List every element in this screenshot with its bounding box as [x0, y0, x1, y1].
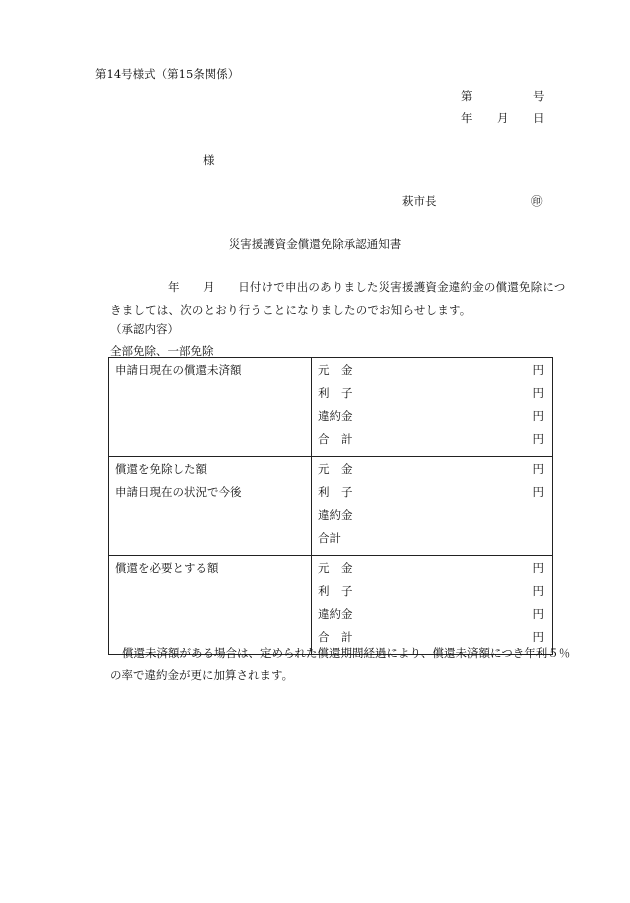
date-day: 日: [533, 111, 545, 125]
approval-heading: （承認内容）: [110, 322, 179, 336]
amount-row: [318, 387, 544, 410]
approval-table: [108, 357, 553, 655]
amount-name: 合計: [318, 531, 341, 545]
issuer: 萩市長: [402, 194, 437, 208]
section-items-cell: [312, 556, 553, 655]
section-label-cell: [109, 358, 312, 457]
yen-unit: 円: [532, 363, 544, 377]
document-number-suffix: 号: [533, 89, 545, 103]
amount-name: 元 金: [318, 561, 353, 575]
section-items-cell: [312, 358, 553, 457]
section-label: 償還を免除した額: [115, 462, 207, 476]
amount-name: 利 子: [318, 584, 353, 598]
late-fee-note: 償還未済額がある場合は、定められた償還期間経過により、償還未済額につき年利５％の率で違約金が更に加算されます。: [110, 646, 571, 682]
section-label: 償還を必要とする額: [115, 561, 219, 575]
amount-row: [318, 585, 544, 608]
yen-unit: 円: [532, 607, 544, 621]
amount-name: 元 金: [318, 462, 353, 476]
document-title: 災害援護資金償還免除承認通知書: [228, 237, 402, 251]
yen-unit: 円: [532, 409, 544, 423]
document-number-label: 第: [461, 89, 473, 103]
amount-row: [318, 608, 544, 631]
yen-unit: 円: [532, 432, 544, 446]
amount-row: [318, 532, 544, 555]
yen-unit: 円: [532, 485, 544, 499]
yen-unit: 円: [532, 584, 544, 598]
amount-name: 違約金: [318, 607, 353, 621]
form-number: 第14号様式（第15条関係）: [95, 67, 240, 81]
amount-row: [318, 486, 544, 509]
yen-unit: 円: [532, 386, 544, 400]
exemption-scope: 全部免除、一部免除: [110, 344, 214, 358]
table-row: [109, 358, 553, 457]
seal-mark: ㊞: [531, 194, 543, 208]
amount-name: 元 金: [318, 363, 353, 377]
amount-name: 違約金: [318, 508, 353, 522]
section-label-cell: [109, 457, 312, 556]
amount-row: [318, 509, 544, 532]
table-row: [109, 457, 553, 556]
addressee: 様: [203, 153, 215, 167]
section-label: 申請日現在の状況で今後: [115, 485, 242, 499]
date-month: 月: [497, 111, 509, 125]
yen-unit: 円: [532, 462, 544, 476]
section-items-cell: [312, 457, 553, 556]
date-year: 年: [461, 111, 473, 125]
yen-unit: 円: [532, 561, 544, 575]
amount-name: 利 子: [318, 386, 353, 400]
amount-name: 合 計: [318, 432, 353, 446]
yen-unit: 円: [532, 630, 544, 644]
amount-name: 違約金: [318, 409, 353, 423]
amount-row: [318, 562, 544, 585]
amount-row: [318, 410, 544, 433]
amount-row: [318, 463, 544, 486]
amount-name: 合 計: [318, 630, 353, 644]
amount-name: 利 子: [318, 485, 353, 499]
section-label: 申請日現在の償還未済額: [115, 363, 242, 377]
table-row: [109, 556, 553, 655]
amount-row: [318, 433, 544, 456]
body-paragraph: 年 月 日付けで申出のありました災害援護資金違約金の償還免除につきましては、次のとおり行うことになりましたのでお知らせします。: [110, 280, 566, 317]
amount-row: [318, 364, 544, 387]
section-label-cell: [109, 556, 312, 655]
